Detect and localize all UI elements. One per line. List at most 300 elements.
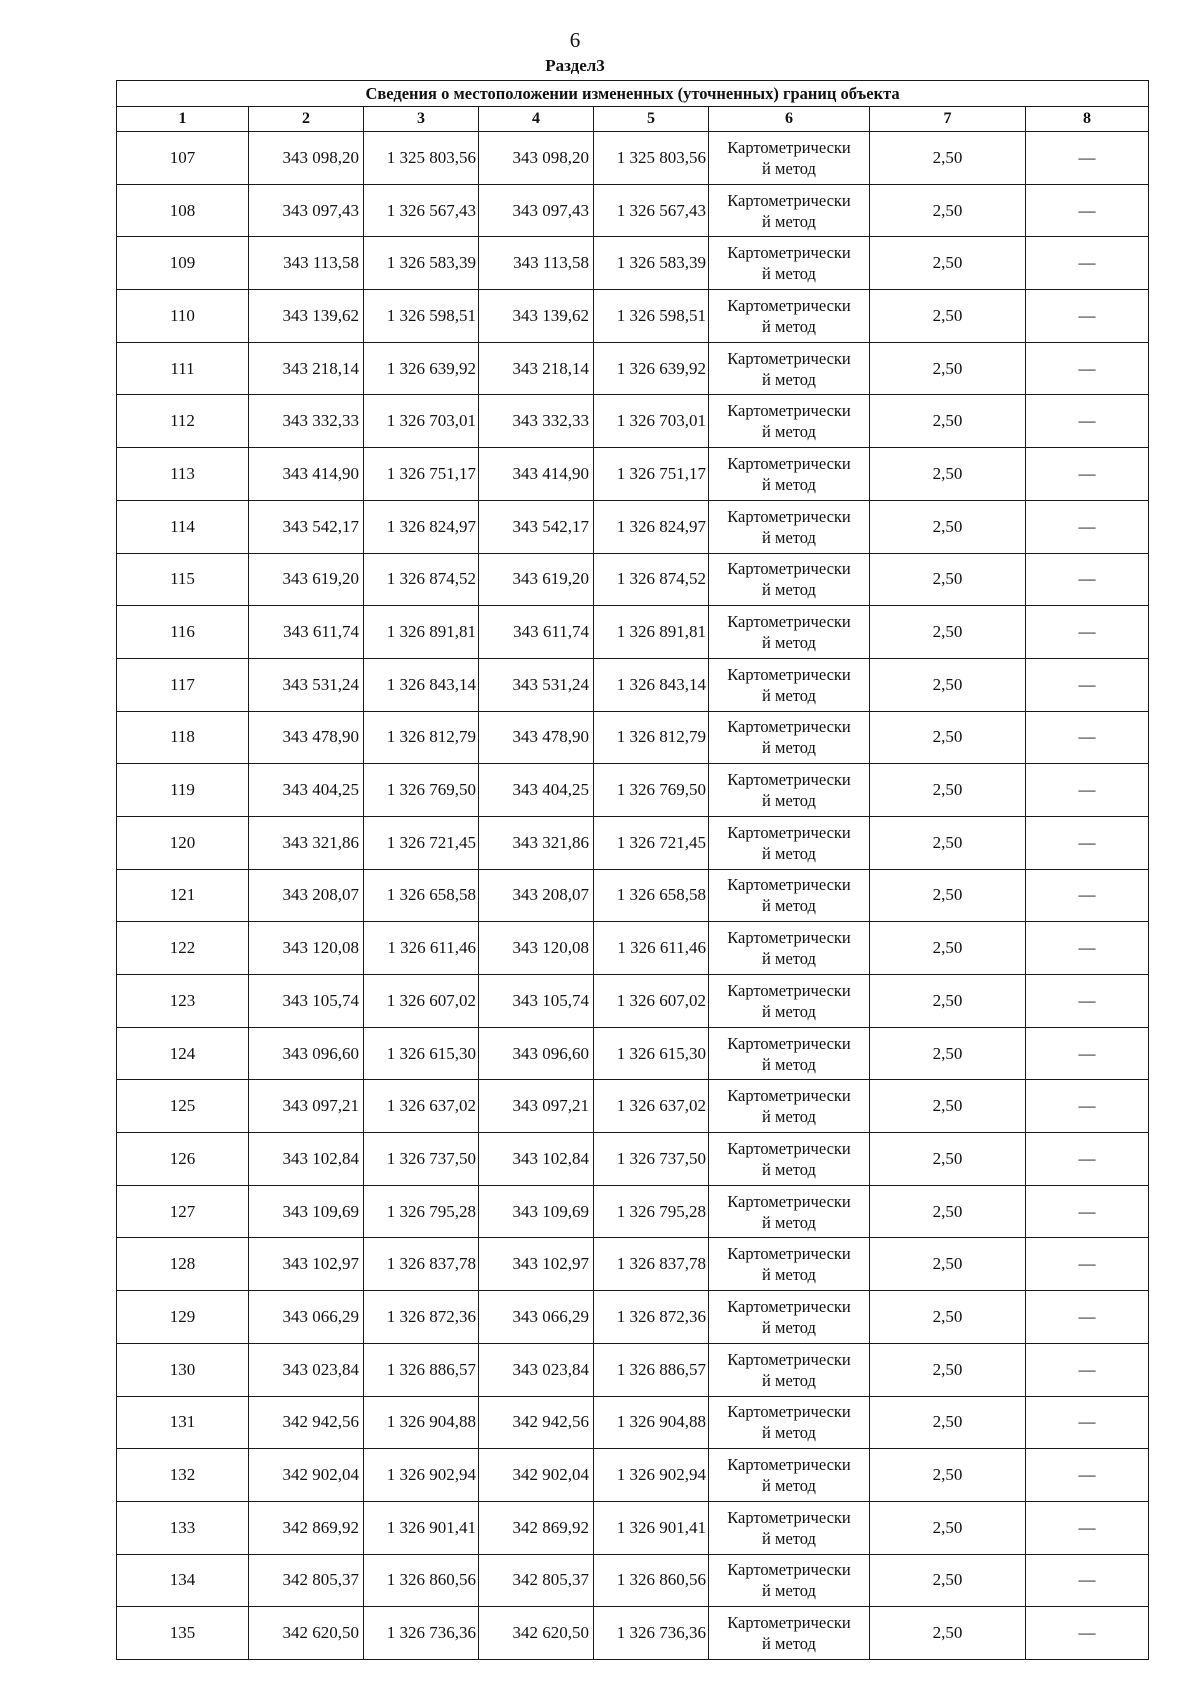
table-row [117, 816, 1149, 869]
method-text-line2: й метод [762, 685, 816, 705]
x-refined-cell: 343 102,97 [479, 1238, 594, 1291]
accuracy-cell: 2,50 [870, 290, 1026, 343]
point-number-cell: 111 [117, 342, 249, 395]
method-cell [709, 342, 870, 395]
method-text-line2: й метод [762, 1370, 816, 1390]
table-row [117, 1080, 1149, 1133]
y-refined-cell: 1 325 803,56 [594, 132, 709, 185]
column-number: 5 [594, 107, 709, 132]
y-existing-cell: 1 326 901,41 [364, 1501, 479, 1554]
x-refined-cell: 343 478,90 [479, 711, 594, 764]
method-text-line2: й метод [762, 843, 816, 863]
y-refined-cell: 1 326 658,58 [594, 869, 709, 922]
method-text-line2: й метод [762, 633, 816, 653]
x-refined-cell: 343 120,08 [479, 922, 594, 975]
method-text-line2: й метод [762, 369, 816, 389]
point-number-cell: 130 [117, 1343, 249, 1396]
method-cell [709, 1343, 870, 1396]
method-cell [709, 1607, 870, 1660]
description-cell: — [1026, 975, 1149, 1028]
method-text-line1: Картометрически [727, 348, 851, 368]
method-text-line1: Картометрически [727, 1507, 851, 1527]
table-row [117, 1449, 1149, 1502]
description-cell: — [1026, 290, 1149, 343]
method-text-line2: й метод [762, 1265, 816, 1285]
x-refined-cell: 343 208,07 [479, 869, 594, 922]
accuracy-cell: 2,50 [870, 1449, 1026, 1502]
description-cell: — [1026, 448, 1149, 501]
method-text-line1: Картометрически [727, 1244, 851, 1264]
description-cell: — [1026, 553, 1149, 606]
method-cell [709, 448, 870, 501]
description-cell: — [1026, 1554, 1149, 1607]
y-refined-cell: 1 326 637,02 [594, 1080, 709, 1133]
point-number-cell: 131 [117, 1396, 249, 1449]
description-cell: — [1026, 1133, 1149, 1186]
method-cell [709, 395, 870, 448]
table-row [117, 1291, 1149, 1344]
column-number: 7 [870, 107, 1026, 132]
method-text-line1: Картометрически [727, 1613, 851, 1633]
point-number-cell: 135 [117, 1607, 249, 1660]
y-refined-cell: 1 326 611,46 [594, 922, 709, 975]
point-number-cell: 124 [117, 1027, 249, 1080]
method-text-line1: Картометрически [727, 1086, 851, 1106]
method-text-line2: й метод [762, 1528, 816, 1548]
description-cell: — [1026, 237, 1149, 290]
y-refined-cell: 1 326 583,39 [594, 237, 709, 290]
method-text-line2: й метод [762, 316, 816, 336]
x-refined-cell: 343 332,33 [479, 395, 594, 448]
column-number: 1 [117, 107, 249, 132]
y-refined-cell: 1 326 901,41 [594, 1501, 709, 1554]
table-row [117, 922, 1149, 975]
table-row [117, 606, 1149, 659]
x-refined-cell: 343 113,58 [479, 237, 594, 290]
method-text-line1: Картометрически [727, 928, 851, 948]
x-existing-cell: 343 321,86 [249, 816, 364, 869]
point-number-cell: 127 [117, 1185, 249, 1238]
point-number-cell: 107 [117, 132, 249, 185]
y-refined-cell: 1 326 843,14 [594, 658, 709, 711]
method-text-line1: Картометрически [727, 980, 851, 1000]
description-cell: — [1026, 922, 1149, 975]
method-text-line1: Картометрически [727, 1402, 851, 1422]
y-existing-cell: 1 326 812,79 [364, 711, 479, 764]
y-existing-cell: 1 326 795,28 [364, 1185, 479, 1238]
y-existing-cell: 1 326 769,50 [364, 764, 479, 817]
point-number-cell: 122 [117, 922, 249, 975]
x-existing-cell: 343 120,08 [249, 922, 364, 975]
table-row [117, 658, 1149, 711]
y-existing-cell: 1 326 607,02 [364, 975, 479, 1028]
x-existing-cell: 342 902,04 [249, 1449, 364, 1502]
y-refined-cell: 1 326 567,43 [594, 184, 709, 237]
y-refined-cell: 1 326 737,50 [594, 1133, 709, 1186]
x-refined-cell: 343 098,20 [479, 132, 594, 185]
x-refined-cell: 343 023,84 [479, 1343, 594, 1396]
accuracy-cell: 2,50 [870, 553, 1026, 606]
method-text-line2: й метод [762, 527, 816, 547]
y-refined-cell: 1 326 736,36 [594, 1607, 709, 1660]
accuracy-cell: 2,50 [870, 816, 1026, 869]
table-row [117, 711, 1149, 764]
description-cell: — [1026, 395, 1149, 448]
method-text-line1: Картометрически [727, 453, 851, 473]
y-existing-cell: 1 326 598,51 [364, 290, 479, 343]
x-refined-cell: 343 105,74 [479, 975, 594, 1028]
accuracy-cell: 2,50 [870, 764, 1026, 817]
x-existing-cell: 343 332,33 [249, 395, 364, 448]
x-existing-cell: 343 066,29 [249, 1291, 364, 1344]
y-existing-cell: 1 326 583,39 [364, 237, 479, 290]
x-refined-cell: 342 942,56 [479, 1396, 594, 1449]
method-cell [709, 1291, 870, 1344]
x-existing-cell: 343 478,90 [249, 711, 364, 764]
y-existing-cell: 1 326 736,36 [364, 1607, 479, 1660]
y-refined-cell: 1 326 751,17 [594, 448, 709, 501]
method-text-line2: й метод [762, 158, 816, 178]
y-existing-cell: 1 326 891,81 [364, 606, 479, 659]
table-row [117, 1554, 1149, 1607]
table-caption-row [117, 81, 1149, 107]
y-refined-cell: 1 326 615,30 [594, 1027, 709, 1080]
point-number-cell: 118 [117, 711, 249, 764]
x-existing-cell: 343 023,84 [249, 1343, 364, 1396]
column-number: 8 [1026, 107, 1149, 132]
x-existing-cell: 343 531,24 [249, 658, 364, 711]
x-refined-cell: 343 066,29 [479, 1291, 594, 1344]
method-cell [709, 922, 870, 975]
method-text-line2: й метод [762, 211, 816, 231]
method-text-line1: Картометрически [727, 401, 851, 421]
point-number-cell: 128 [117, 1238, 249, 1291]
description-cell: — [1026, 132, 1149, 185]
point-number-cell: 123 [117, 975, 249, 1028]
y-existing-cell: 1 326 886,57 [364, 1343, 479, 1396]
point-number-cell: 134 [117, 1554, 249, 1607]
y-refined-cell: 1 326 812,79 [594, 711, 709, 764]
description-cell: — [1026, 1291, 1149, 1344]
method-cell [709, 237, 870, 290]
accuracy-cell: 2,50 [870, 606, 1026, 659]
accuracy-cell: 2,50 [870, 1238, 1026, 1291]
accuracy-cell: 2,50 [870, 1185, 1026, 1238]
accuracy-cell: 2,50 [870, 1291, 1026, 1344]
y-refined-cell: 1 326 891,81 [594, 606, 709, 659]
method-text-line1: Картометрически [727, 1296, 851, 1316]
y-existing-cell: 1 326 843,14 [364, 658, 479, 711]
point-number-cell: 132 [117, 1449, 249, 1502]
description-cell: — [1026, 342, 1149, 395]
method-text-line1: Картометрически [727, 137, 851, 157]
y-existing-cell: 1 326 737,50 [364, 1133, 479, 1186]
method-cell [709, 1449, 870, 1502]
x-refined-cell: 343 404,25 [479, 764, 594, 817]
page-number: 6 [569, 28, 581, 52]
description-cell: — [1026, 500, 1149, 553]
y-refined-cell: 1 326 824,97 [594, 500, 709, 553]
x-existing-cell: 342 942,56 [249, 1396, 364, 1449]
y-existing-cell: 1 326 721,45 [364, 816, 479, 869]
method-cell [709, 1080, 870, 1133]
y-existing-cell: 1 326 874,52 [364, 553, 479, 606]
table-row [117, 184, 1149, 237]
point-number-cell: 113 [117, 448, 249, 501]
point-number-cell: 112 [117, 395, 249, 448]
x-refined-cell: 343 139,62 [479, 290, 594, 343]
point-number-cell: 133 [117, 1501, 249, 1554]
description-cell: — [1026, 711, 1149, 764]
y-existing-cell: 1 326 904,88 [364, 1396, 479, 1449]
table-row [117, 869, 1149, 922]
method-text-line1: Картометрически [727, 822, 851, 842]
y-refined-cell: 1 326 902,94 [594, 1449, 709, 1502]
x-existing-cell: 343 611,74 [249, 606, 364, 659]
method-text-line1: Картометрически [727, 1455, 851, 1475]
x-existing-cell: 343 208,07 [249, 869, 364, 922]
table-row [117, 1501, 1149, 1554]
method-text-line1: Картометрически [727, 243, 851, 263]
x-existing-cell: 343 097,43 [249, 184, 364, 237]
accuracy-cell: 2,50 [870, 922, 1026, 975]
accuracy-cell: 2,50 [870, 1027, 1026, 1080]
x-existing-cell: 343 218,14 [249, 342, 364, 395]
accuracy-cell: 2,50 [870, 448, 1026, 501]
accuracy-cell: 2,50 [870, 1133, 1026, 1186]
description-cell: — [1026, 1185, 1149, 1238]
table-row [117, 1238, 1149, 1291]
table-row [117, 342, 1149, 395]
method-cell [709, 975, 870, 1028]
method-cell [709, 1133, 870, 1186]
accuracy-cell: 2,50 [870, 869, 1026, 922]
method-cell [709, 184, 870, 237]
column-number-row [117, 107, 1149, 132]
description-cell: — [1026, 184, 1149, 237]
y-refined-cell: 1 326 886,57 [594, 1343, 709, 1396]
table-caption: Сведения о местоположении измененных (уточненных) границ объекта [117, 81, 1149, 107]
accuracy-cell: 2,50 [870, 500, 1026, 553]
method-text-line1: Картометрически [727, 559, 851, 579]
method-text-line2: й метод [762, 1001, 816, 1021]
table-row [117, 1396, 1149, 1449]
x-refined-cell: 342 869,92 [479, 1501, 594, 1554]
column-number: 3 [364, 107, 479, 132]
method-cell [709, 1554, 870, 1607]
method-text-line2: й метод [762, 264, 816, 284]
table-row [117, 395, 1149, 448]
table-row [117, 448, 1149, 501]
column-number: 6 [709, 107, 870, 132]
method-cell [709, 869, 870, 922]
method-cell [709, 132, 870, 185]
x-refined-cell: 343 109,69 [479, 1185, 594, 1238]
method-text-line1: Картометрически [727, 506, 851, 526]
x-existing-cell: 343 096,60 [249, 1027, 364, 1080]
x-refined-cell: 343 619,20 [479, 553, 594, 606]
method-text-line2: й метод [762, 738, 816, 758]
method-text-line2: й метод [762, 474, 816, 494]
method-text-line2: й метод [762, 1054, 816, 1074]
y-existing-cell: 1 326 658,58 [364, 869, 479, 922]
description-cell: — [1026, 869, 1149, 922]
x-refined-cell: 343 542,17 [479, 500, 594, 553]
point-number-cell: 119 [117, 764, 249, 817]
method-cell [709, 606, 870, 659]
method-text-line2: й метод [762, 1423, 816, 1443]
x-existing-cell: 342 805,37 [249, 1554, 364, 1607]
description-cell: — [1026, 1607, 1149, 1660]
method-text-line1: Картометрически [727, 1033, 851, 1053]
y-refined-cell: 1 326 721,45 [594, 816, 709, 869]
y-refined-cell: 1 326 904,88 [594, 1396, 709, 1449]
method-text-line2: й метод [762, 1107, 816, 1127]
accuracy-cell: 2,50 [870, 1607, 1026, 1660]
y-existing-cell: 1 326 567,43 [364, 184, 479, 237]
y-refined-cell: 1 326 769,50 [594, 764, 709, 817]
point-number-cell: 126 [117, 1133, 249, 1186]
method-cell [709, 553, 870, 606]
description-cell: — [1026, 1238, 1149, 1291]
x-refined-cell: 343 321,86 [479, 816, 594, 869]
method-text-line2: й метод [762, 1212, 816, 1232]
y-refined-cell: 1 326 598,51 [594, 290, 709, 343]
point-number-cell: 120 [117, 816, 249, 869]
y-refined-cell: 1 326 607,02 [594, 975, 709, 1028]
accuracy-cell: 2,50 [870, 658, 1026, 711]
description-cell: — [1026, 1080, 1149, 1133]
table-row [117, 500, 1149, 553]
method-text-line1: Картометрически [727, 190, 851, 210]
boundary-coordinates-table [116, 80, 1149, 1660]
accuracy-cell: 2,50 [870, 1396, 1026, 1449]
method-text-line2: й метод [762, 1159, 816, 1179]
y-refined-cell: 1 326 837,78 [594, 1238, 709, 1291]
description-cell: — [1026, 816, 1149, 869]
table-row [117, 553, 1149, 606]
section-title: Раздел3 [545, 56, 605, 75]
y-existing-cell: 1 326 611,46 [364, 922, 479, 975]
y-existing-cell: 1 326 751,17 [364, 448, 479, 501]
method-text-line2: й метод [762, 1581, 816, 1601]
method-text-line1: Картометрически [727, 1191, 851, 1211]
table-row [117, 1607, 1149, 1660]
method-cell [709, 290, 870, 343]
y-existing-cell: 1 326 639,92 [364, 342, 479, 395]
x-refined-cell: 343 096,60 [479, 1027, 594, 1080]
x-existing-cell: 343 098,20 [249, 132, 364, 185]
x-existing-cell: 343 414,90 [249, 448, 364, 501]
method-cell [709, 816, 870, 869]
y-refined-cell: 1 326 639,92 [594, 342, 709, 395]
accuracy-cell: 2,50 [870, 184, 1026, 237]
description-cell: — [1026, 1396, 1149, 1449]
x-refined-cell: 343 097,21 [479, 1080, 594, 1133]
description-cell: — [1026, 1027, 1149, 1080]
point-number-cell: 129 [117, 1291, 249, 1344]
y-existing-cell: 1 326 637,02 [364, 1080, 479, 1133]
method-cell [709, 1238, 870, 1291]
accuracy-cell: 2,50 [870, 1080, 1026, 1133]
point-number-cell: 114 [117, 500, 249, 553]
method-cell [709, 1185, 870, 1238]
table-body [117, 132, 1149, 1660]
accuracy-cell: 2,50 [870, 237, 1026, 290]
description-cell: — [1026, 1449, 1149, 1502]
point-number-cell: 110 [117, 290, 249, 343]
method-text-line2: й метод [762, 580, 816, 600]
x-existing-cell: 343 105,74 [249, 975, 364, 1028]
accuracy-cell: 2,50 [870, 1501, 1026, 1554]
accuracy-cell: 2,50 [870, 1554, 1026, 1607]
table-row [117, 1027, 1149, 1080]
x-refined-cell: 342 902,04 [479, 1449, 594, 1502]
method-text-line1: Картометрически [727, 295, 851, 315]
x-existing-cell: 343 619,20 [249, 553, 364, 606]
method-text-line1: Картометрически [727, 664, 851, 684]
x-refined-cell: 343 097,43 [479, 184, 594, 237]
y-refined-cell: 1 326 874,52 [594, 553, 709, 606]
description-cell: — [1026, 1501, 1149, 1554]
method-text-line2: й метод [762, 1317, 816, 1337]
accuracy-cell: 2,50 [870, 132, 1026, 185]
y-refined-cell: 1 326 860,56 [594, 1554, 709, 1607]
method-cell [709, 764, 870, 817]
x-refined-cell: 343 414,90 [479, 448, 594, 501]
x-existing-cell: 343 097,21 [249, 1080, 364, 1133]
table-row [117, 764, 1149, 817]
method-text-line2: й метод [762, 791, 816, 811]
accuracy-cell: 2,50 [870, 711, 1026, 764]
x-existing-cell: 343 139,62 [249, 290, 364, 343]
table-row [117, 975, 1149, 1028]
x-refined-cell: 342 620,50 [479, 1607, 594, 1660]
point-number-cell: 125 [117, 1080, 249, 1133]
point-number-cell: 115 [117, 553, 249, 606]
table-row [117, 1343, 1149, 1396]
point-number-cell: 109 [117, 237, 249, 290]
point-number-cell: 117 [117, 658, 249, 711]
y-existing-cell: 1 326 615,30 [364, 1027, 479, 1080]
method-cell [709, 500, 870, 553]
accuracy-cell: 2,50 [870, 975, 1026, 1028]
point-number-cell: 108 [117, 184, 249, 237]
y-refined-cell: 1 326 872,36 [594, 1291, 709, 1344]
table-row [117, 132, 1149, 185]
method-cell [709, 1396, 870, 1449]
y-refined-cell: 1 326 703,01 [594, 395, 709, 448]
x-existing-cell: 343 102,84 [249, 1133, 364, 1186]
method-text-line1: Картометрически [727, 717, 851, 737]
y-existing-cell: 1 326 824,97 [364, 500, 479, 553]
method-text-line2: й метод [762, 896, 816, 916]
x-existing-cell: 342 869,92 [249, 1501, 364, 1554]
table-row [117, 1133, 1149, 1186]
description-cell: — [1026, 658, 1149, 711]
method-text-line1: Картометрически [727, 770, 851, 790]
table-row [117, 290, 1149, 343]
method-cell [709, 1027, 870, 1080]
accuracy-cell: 2,50 [870, 1343, 1026, 1396]
accuracy-cell: 2,50 [870, 395, 1026, 448]
method-text-line1: Картометрически [727, 1349, 851, 1369]
method-text-line1: Картометрически [727, 1138, 851, 1158]
y-existing-cell: 1 326 872,36 [364, 1291, 479, 1344]
method-text-line2: й метод [762, 422, 816, 442]
y-existing-cell: 1 326 837,78 [364, 1238, 479, 1291]
column-number: 4 [479, 107, 594, 132]
